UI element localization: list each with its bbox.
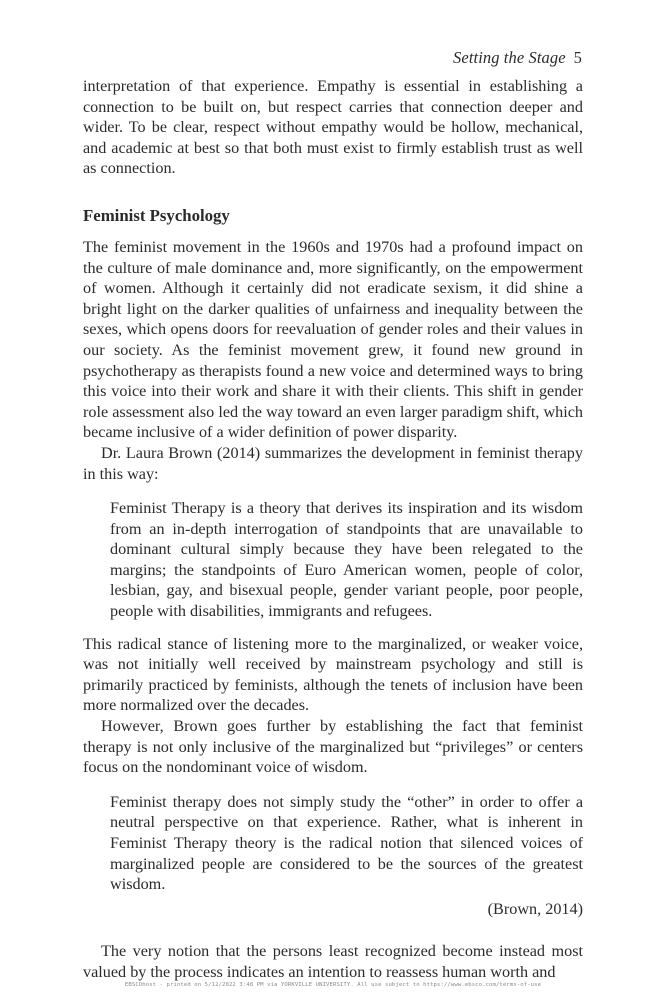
paragraph-continuation: interpretation of that experience. Empathy is essential in establishing a connection to be built on, but respect carries that connection deeper and wider. To be clear, respect without empathy would be hollow, mechanical, and academic at best so that both must exist to firmly establish trust as well as connection. bbox=[83, 77, 583, 178]
block-quote-1: Feminist Therapy is a theory that derives its inspiration and its wisdom from an in-depth interrogation of standpoints that are unavailable to dominant cultural simply because they have been relegated to the margins; the standpoints of Euro American women, people of color, lesbian, gay, and bisexual people, gender variant people, poor people, people with disabilities, immigrants and refugees. bbox=[110, 499, 583, 621]
quote-citation: (Brown, 2014) bbox=[487, 899, 583, 918]
running-header bbox=[453, 48, 582, 68]
paragraph-notion: The very notion that the persons least recognized become instead most valued by the process indicates an intention to reassess human worth and bbox=[83, 942, 583, 981]
block-quote-2: Feminist therapy does not simply study the “other” in order to offer a neutral perspective on that experience. Rather, what is inherent in Feminist Therapy theory is the radical notion that silenced voices of marginalized people are considered to be the sources of the greatest wisdom. bbox=[110, 792, 583, 894]
page-body bbox=[83, 76, 583, 983]
paragraph-feminist-movement: The feminist movement in the 1960s and 1970s had a profound impact on the culture of male dominance and, more significantly, on the empowerment of women. Although it certainly did not eradicate sexism, it did shine a bright light on the darker qualities of unfairness and inequality between the sexes, which opens doors for reevaluation of gender roles and their values in our society. As the feminist movement grew, it found new ground in psychotherapy as therapists found a new voice and determined ways to bring this voice into their work and share it with their clients. This shift in gender role assessment also led the way toward an even larger paradigm shift, which became inclusive of a wider definition of power disparity. bbox=[83, 237, 584, 442]
header-title: Setting the Stage bbox=[453, 48, 566, 67]
paragraph-radical-stance: This radical stance of listening more to the marginalized, or weaker voice, was not initially well received by mainstream psychology and still is primarily practiced by feminists, although the tenets of inclusion have been more normalized over the decades. bbox=[83, 634, 583, 715]
paragraph-brown-further: However, Brown goes further by establishing the fact that feminist therapy is not only inclusive of the marginalized but “privileges” or centers focus on the nondominant voice of wisdom. bbox=[83, 717, 583, 777]
paragraph-brown-intro: Dr. Laura Brown (2014) summarizes the development in feminist therapy in this way: bbox=[83, 443, 583, 483]
section-heading: Feminist Psychology bbox=[83, 205, 230, 225]
print-footer: EBSCOhost - printed on 5/12/2022 3:48 PM via YORKVILLE UNIVERSITY. All use subject to https://www.ebsco.com/terms-of-use bbox=[124, 982, 542, 988]
page-number: 5 bbox=[573, 48, 582, 67]
